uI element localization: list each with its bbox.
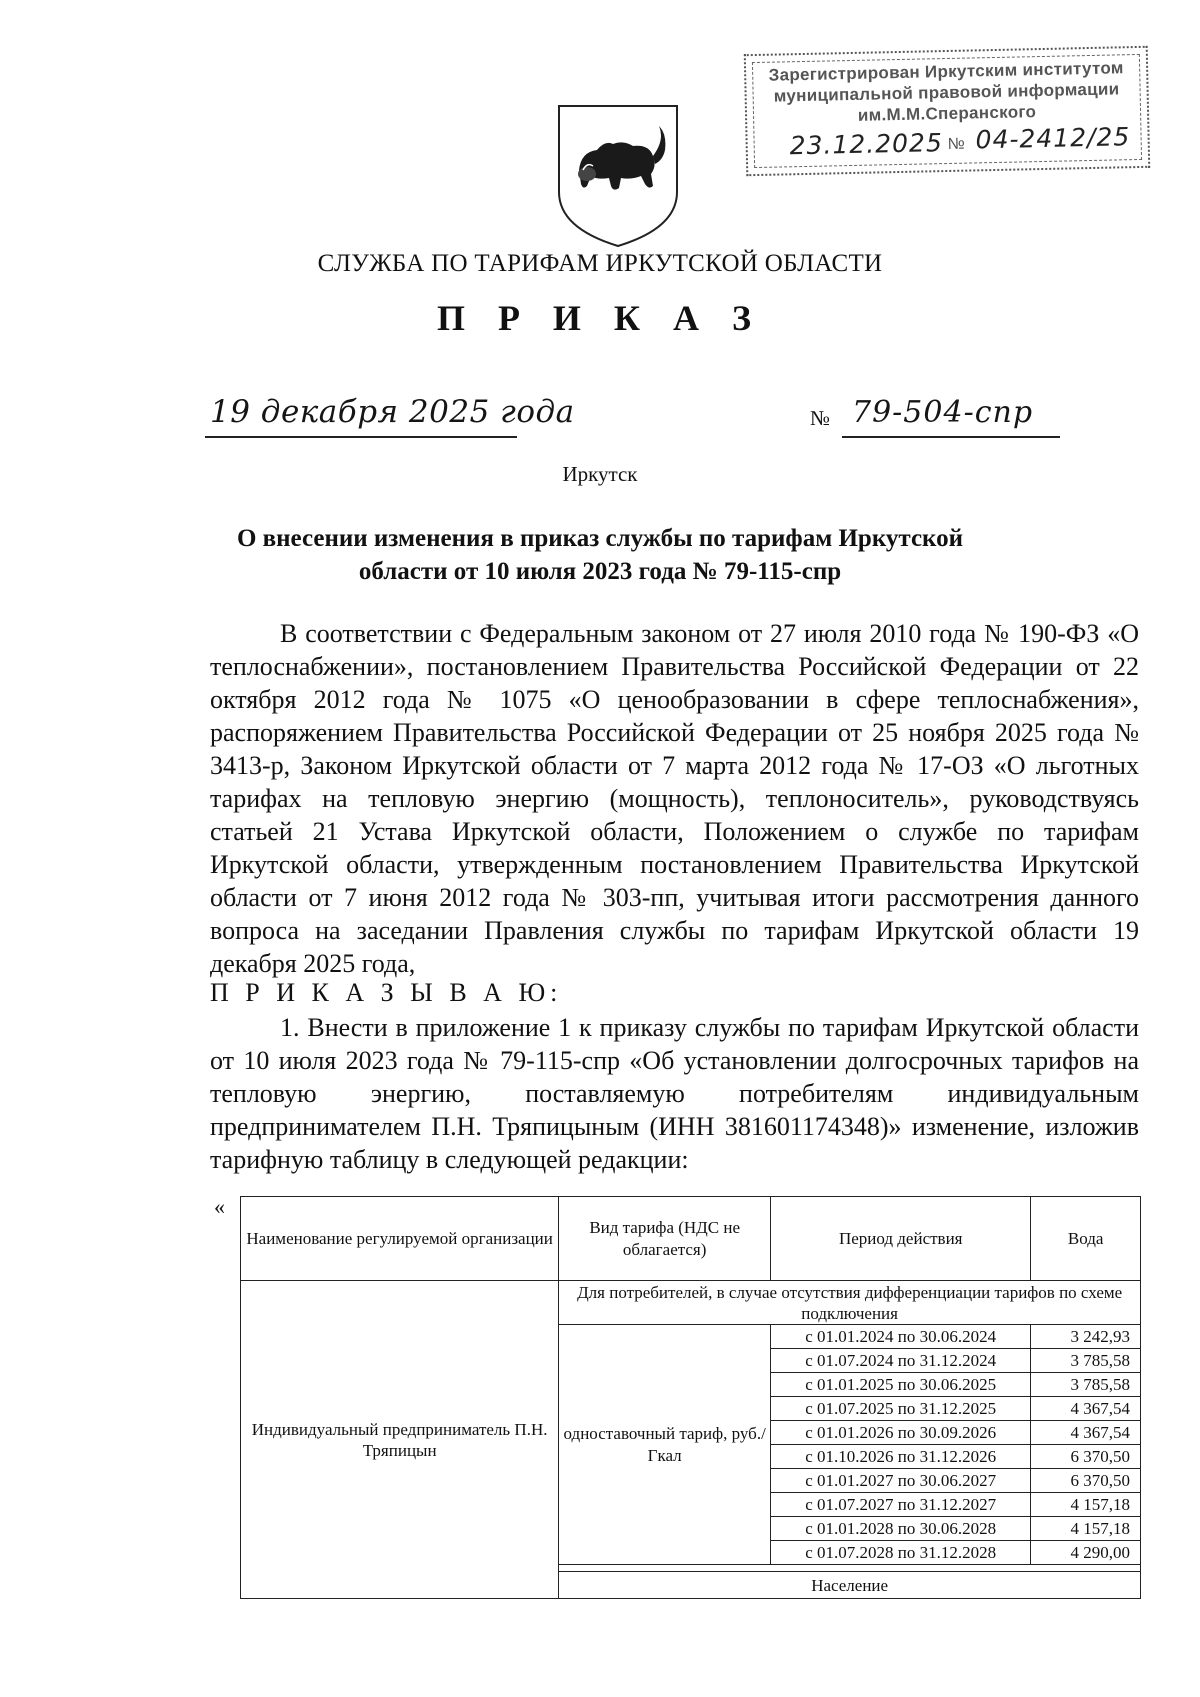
population-cell: Население (559, 1572, 1141, 1599)
table-row (241, 1281, 1141, 1325)
period-cell: с 01.01.2028 по 30.06.2028 (771, 1517, 1031, 1541)
value-cell: 4 157,18 (1031, 1517, 1141, 1541)
agency-name: СЛУЖБА ПО ТАРИФАМ ИРКУТСКОЙ ОБЛАСТИ (317, 250, 883, 277)
period-cell: с 01.07.2028 по 31.12.2028 (771, 1541, 1031, 1565)
period-cell: с 01.07.2025 по 31.12.2025 (771, 1397, 1031, 1421)
period-cell: с 01.07.2024 по 31.12.2024 (771, 1349, 1031, 1373)
spacer-cell (559, 1565, 1141, 1572)
value-cell: 3 242,93 (1031, 1325, 1141, 1349)
value-cell: 3 785,58 (1031, 1349, 1141, 1373)
order-number: 79-504-спр (852, 395, 1034, 430)
value-cell: 4 367,54 (1031, 1421, 1141, 1445)
registration-stamp (744, 46, 1150, 176)
value-cell: 4 367,54 (1031, 1397, 1141, 1421)
organization-cell: Индивидуальный предприниматель П.Н. Тряпицын (241, 1281, 559, 1599)
order-date-underline (205, 436, 517, 438)
order-subject: О внесении изменения в приказ службы по тарифам Иркутской области от 10 июля 2023 года № 79-115-спр (236, 525, 964, 585)
order-number-underline (842, 436, 1060, 438)
period-cell: с 01.07.2027 по 31.12.2027 (771, 1493, 1031, 1517)
period-cell: с 01.01.2026 по 30.09.2026 (771, 1421, 1031, 1445)
basis-paragraph: В соответствии с Федеральным законом от 27 июля 2010 года № 190-ФЗ «О теплоснабжении», постановлением Правительства Российской Федерации от 22 октября 2012 года № 1075 «О ценообразовании в сфере теплоснабжения», распоряжением Правительства Российской Федерации от 25 ноября 2025 года № 3413-р, Законом Иркутской области от 7 марта 2012 года № 17-ОЗ «О льготных тарифах на тепловую энергию (мощность), теплоноситель», руководствуясь статьей 21 Устава Иркутской области, Положением о службе по тарифам Иркутской области, утвержденным постановлением Правительства Иркутской области от 7 июня 2012 года № 303-пп, учитывая итоги рассмотрения данного вопроса на заседании Правления службы по тарифам Иркутской области 19 декабря 2025 года, (210, 619, 1139, 978)
period-cell: с 01.01.2027 по 30.06.2027 (771, 1469, 1031, 1493)
item-1-paragraph: 1. Внести в приложение 1 к приказу службы по тарифам Иркутской области от 10 июля 2023 года № 79-115-спр «Об установлении долгосрочных тарифов на тепловую энергию, поставляемую потребителям индивидуальным предпринимателем П.Н. Тряпицыным (ИНН 381601174348)» изменение, изложив тарифную таблицу в следующей редакции: (210, 1013, 1139, 1174)
tariff-table (240, 1196, 1141, 1599)
header-period: Период действия (771, 1197, 1031, 1281)
stamp-line-2: муниципальной правовой информации (773, 79, 1120, 106)
period-cell: с 01.01.2024 по 30.06.2024 (771, 1325, 1031, 1349)
value-cell: 6 370,50 (1031, 1469, 1141, 1493)
stamp-registration-date: 23.12.2025 (789, 128, 944, 161)
stamp-line-3: им.М.М.Сперанского (857, 102, 1037, 125)
table-header-row (241, 1197, 1141, 1281)
value-cell: 4 157,18 (1031, 1493, 1141, 1517)
stamp-number-label: № (947, 135, 966, 153)
decree-word: П Р И К А З Ы В А Ю: (210, 978, 563, 1007)
irkutsk-coat-of-arms-icon (553, 100, 683, 248)
value-cell: 4 290,00 (1031, 1541, 1141, 1565)
city: Иркутск (562, 462, 638, 486)
order-number-label: № (810, 406, 831, 430)
document-type-title: П Р И К А З (436, 298, 764, 338)
header-organization: Наименование регулируемой организации (241, 1197, 559, 1281)
period-cell: с 01.10.2026 по 31.12.2026 (771, 1445, 1031, 1469)
period-cell: с 01.01.2025 по 30.06.2025 (771, 1373, 1031, 1397)
quote-open-mark: « (214, 1194, 225, 1219)
value-cell: 6 370,50 (1031, 1445, 1141, 1469)
stamp-line-1: Зарегистрирован Иркутским институтом (768, 58, 1124, 85)
tariff-type-cell: одноставочный тариф, руб./Гкал (559, 1325, 771, 1565)
order-date: 19 декабря 2025 года (210, 394, 575, 430)
header-tariff-type: Вид тарифа (НДС не облагается) (559, 1197, 771, 1281)
stamp-registration-number: 04-2412/25 (975, 122, 1131, 155)
consumers-note-cell: Для потребителей, в случае отсутствия дифференциации тарифов по схеме подключения (559, 1281, 1141, 1325)
value-cell: 3 785,58 (1031, 1373, 1141, 1397)
header-water: Вода (1031, 1197, 1141, 1281)
